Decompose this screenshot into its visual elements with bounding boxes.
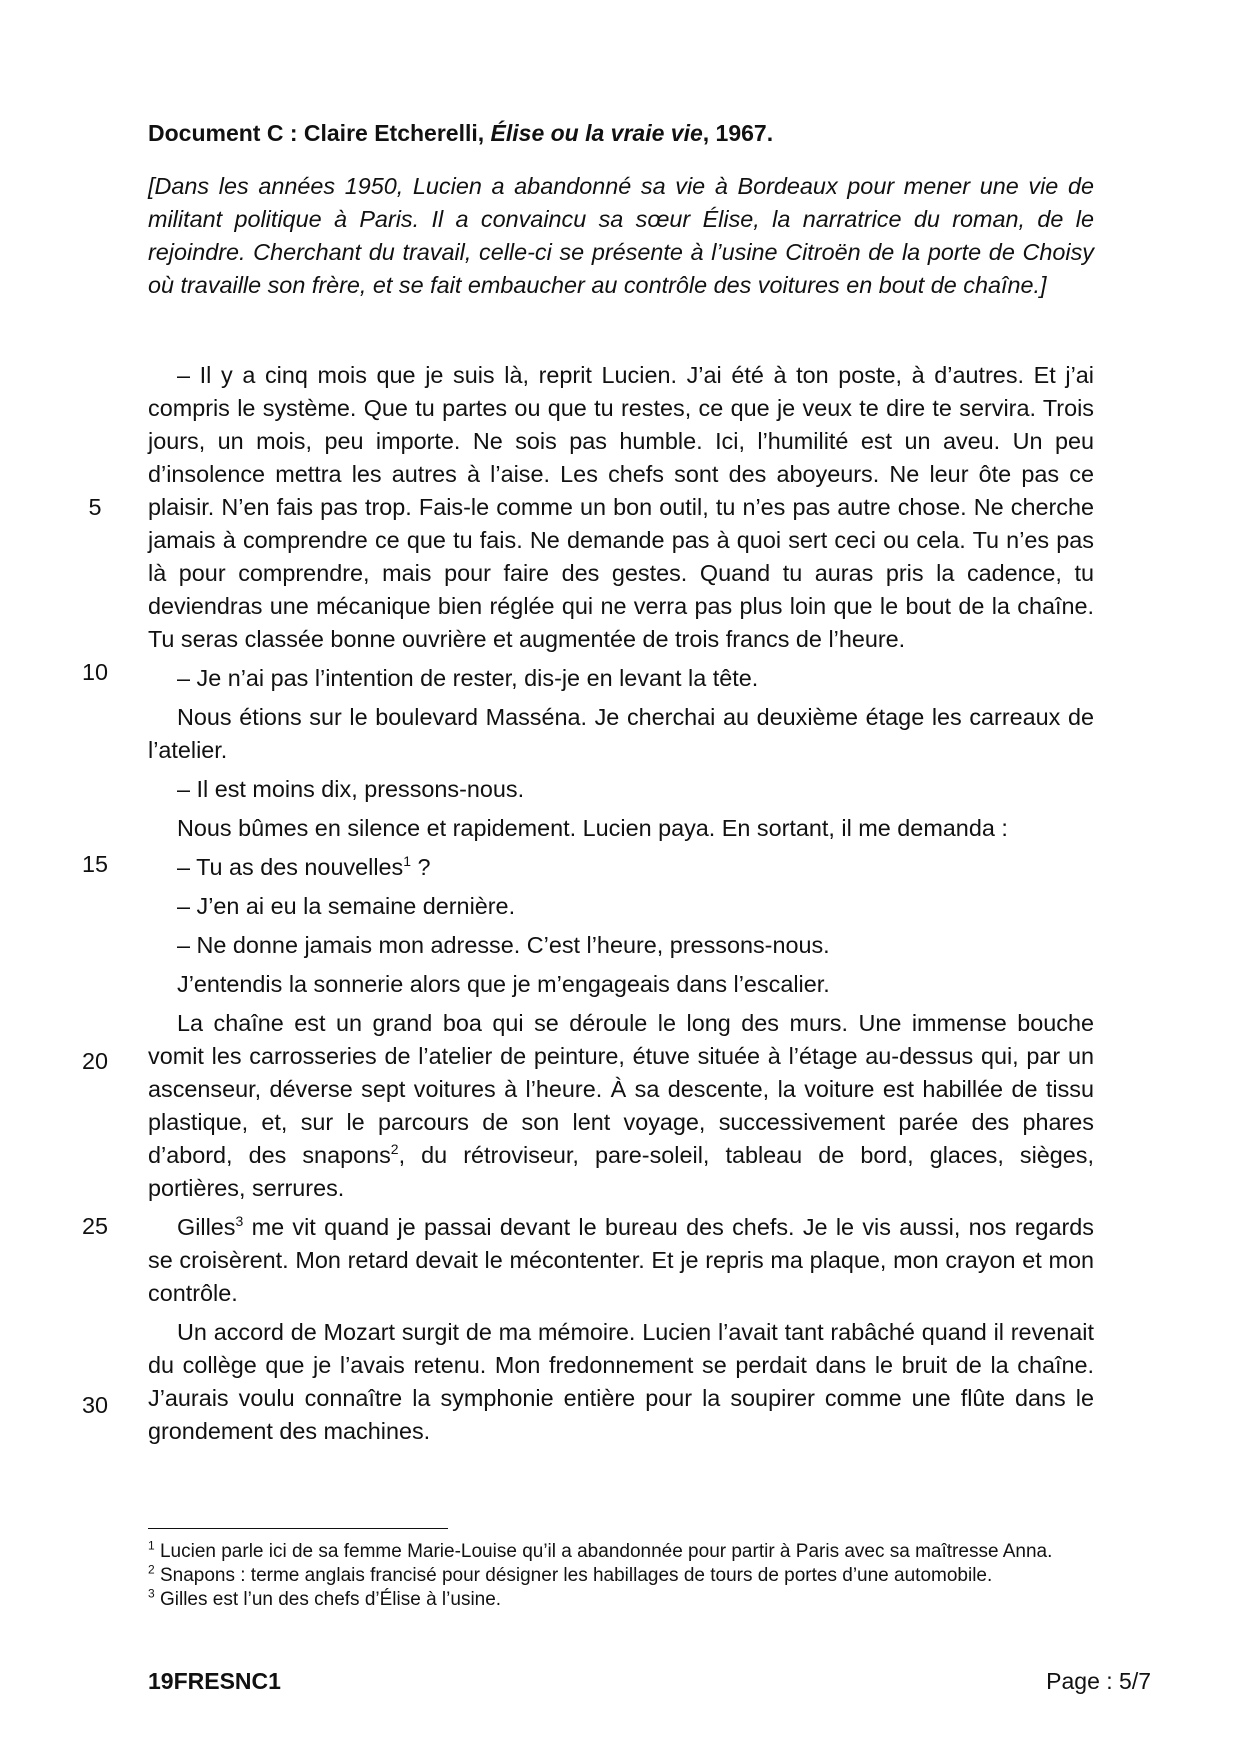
footnote-text: Lucien parle ici de sa femme Marie-Louise qu’il a abandonnée pour partir à Paris avec sa maîtresse Anna. — [154, 1541, 1053, 1562]
document-title — [148, 118, 773, 148]
paragraph — [148, 1211, 1094, 1310]
line-number: 5 — [88, 494, 102, 520]
footnote-divider — [148, 1528, 448, 1529]
footnote-number: 2 — [148, 1562, 155, 1577]
title-author: Document C : Claire Etcherelli, — [148, 120, 491, 146]
footnote-number: 1 — [148, 1538, 155, 1553]
footnote-ref: 1 — [403, 853, 412, 870]
paragraph — [148, 851, 1094, 884]
intro-paragraph: [Dans les années 1950, Lucien a abandonné sa vie à Bordeaux pour mener une vie de militant politique à Paris. Il a convaincu sa sœur Élise, la narratrice du roman, de le rejoindre. Cherchant du travail, celle-ci se présente à l’usine Citroën de la porte de Choisy où travaille son frère, et se fait embaucher au contrôle des voitures en bout de chaîne.] — [148, 173, 1094, 298]
paragraph: – J’en ai eu la semaine dernière. — [177, 893, 516, 919]
paragraph: – Il est moins dix, pressons-nous. — [177, 776, 525, 802]
paragraph-text: me vit quand je passai devant le bureau des chefs. Je le vis aussi, nos regards se croisèrent. Mon retard devait le mécontenter. Et je repris ma plaque, mon crayon et mon contrôle. — [148, 1214, 1094, 1306]
footnote — [148, 1564, 1094, 1588]
excerpt-body — [148, 359, 1094, 1454]
footnote-number: 3 — [148, 1586, 155, 1601]
title-work: Élise ou la vraie vie — [490, 120, 703, 146]
line-number: 10 — [81, 659, 109, 685]
paragraph: – Je n’ai pas l’intention de rester, dis-je en levant la tête. — [177, 665, 759, 691]
title-year: , 1967. — [702, 120, 774, 146]
paragraph: Nous bûmes en silence et rapidement. Lucien paya. En sortant, il me demanda : — [177, 815, 1008, 841]
paragraph-text: Gilles — [177, 1214, 236, 1240]
paragraph-text: – Tu as des nouvelles — [177, 854, 404, 880]
footnote-text: Gilles est l’un des chefs d’Élise à l’usine. — [154, 1589, 502, 1610]
line-number: 25 — [81, 1213, 109, 1239]
paragraph-text: ? — [411, 854, 431, 880]
paragraph: J’entendis la sonnerie alors que je m’engageais dans l’escalier. — [177, 971, 830, 997]
footnote — [148, 1588, 1094, 1612]
footnote-ref: 3 — [235, 1213, 244, 1230]
line-number: 30 — [81, 1392, 109, 1418]
footnote-text: Snapons : terme anglais francisé pour désigner les habillages de tours de portes d’une automobile. — [154, 1565, 993, 1586]
paragraph: Un accord de Mozart surgit de ma mémoire. Lucien l’avait tant rabâché quand il revenait du collège que je l’avais retenu. Mon fredonnement se perdait dans le bruit de la chaîne. J’aurais voulu connaître la symphonie entière pour la soupirer comme une flûte dans le grondement des machines. — [148, 1319, 1094, 1444]
exam-code: 19FRESNC1 — [148, 1668, 281, 1694]
line-number: 20 — [81, 1048, 109, 1074]
paragraph — [148, 1007, 1094, 1205]
footnote — [148, 1540, 1094, 1564]
paragraph: Nous étions sur le boulevard Masséna. Je cherchai au deuxième étage les carreaux de l’atelier. — [148, 704, 1094, 763]
footnote-ref: 2 — [390, 1141, 399, 1158]
line-number: 15 — [81, 851, 109, 877]
page-number: Page : 5/7 — [1046, 1668, 1151, 1694]
paragraph: – Il y a cinq mois que je suis là, reprit Lucien. J’ai été à ton poste, à d’autres. Et j’ai compris le système. Que tu partes ou que tu restes, ce que je veux te dire te servira. Trois jours, un mois, peu importe. Ne sois pas humble. Ici, l’humilité est un aveu. Un peu d’insolence mettra les autres à l’aise. Les chefs sont des aboyeurs. Ne leur ôte pas ce plaisir. N’en fais pas trop. Fais-le comme un bon outil, tu n’es pas autre chose. Ne cherche jamais à comprendre ce que tu fais. Ne demande pas à quoi sert ceci ou cela. Tu n’es pas là pour comprendre, mais pour faire des gestes. Quand tu auras pris la cadence, tu deviendras une mécanique bien réglée qui ne verra pas plus loin que le bout de la chaîne. Tu seras classée bonne ouvrière et augmentée de trois francs de l’heure. — [148, 362, 1094, 652]
paragraph-text: La chaîne est un grand boa qui se déroule le long des murs. Une immense bouche vomit les carrosseries de l’atelier de peinture, étuve située à l’étage au-dessus qui, par un ascenseur, déverse sept voitures à l’heure. À sa descente, la voiture est habillée de tissu plastique, et, sur le parcours de son lent voyage, successivement parée des phares d’abord, des snapons — [148, 1010, 1094, 1168]
footnotes — [148, 1540, 1094, 1612]
paragraph-text: , du rétroviseur, pare-soleil, tableau de bord, glaces, sièges, portières, serrures. — [148, 1142, 1094, 1201]
paragraph: – Ne donne jamais mon adresse. C’est l’heure, pressons-nous. — [177, 932, 830, 958]
